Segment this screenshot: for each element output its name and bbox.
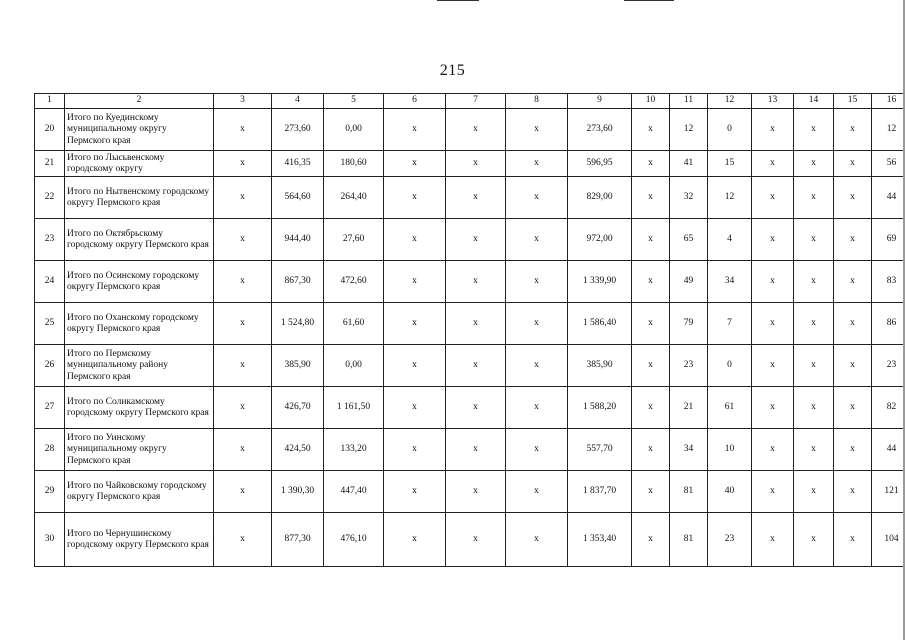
table-cell: 877,30 <box>272 513 324 567</box>
table-cell: x <box>214 387 272 429</box>
table-header <box>35 94 905 109</box>
table-cell: 12 <box>670 109 708 151</box>
table-cell: x <box>214 303 272 345</box>
table-cell: x <box>506 219 568 261</box>
table-cell: x <box>384 177 446 219</box>
table-cell: x <box>214 261 272 303</box>
table-cell: 264,40 <box>324 177 384 219</box>
table-cell: x <box>506 109 568 151</box>
table-cell: 12 <box>872 109 905 151</box>
table-cell: x <box>834 177 872 219</box>
row-name-cell: Итого по Чернушинскому городскому округу Пермского края <box>65 513 214 567</box>
column-header: 3 <box>214 94 272 109</box>
table-cell: 1 586,40 <box>568 303 632 345</box>
row-number-cell: 29 <box>35 471 65 513</box>
row-number-cell: 30 <box>35 513 65 567</box>
table-cell: x <box>752 513 794 567</box>
table-cell: 596,95 <box>568 151 632 177</box>
table-cell: x <box>446 303 506 345</box>
table-cell: x <box>794 429 834 471</box>
table-cell: x <box>752 345 794 387</box>
table-cell: x <box>506 303 568 345</box>
table-cell: 34 <box>708 261 752 303</box>
table-cell: x <box>752 177 794 219</box>
header-row <box>35 94 905 109</box>
table-cell: 12 <box>708 177 752 219</box>
table-cell: x <box>506 513 568 567</box>
table-row <box>35 387 905 429</box>
table-cell: 49 <box>670 261 708 303</box>
column-header: 8 <box>506 94 568 109</box>
table-cell: 0 <box>708 345 752 387</box>
table-cell: x <box>632 387 670 429</box>
table-cell: 1 339,90 <box>568 261 632 303</box>
table-cell: 476,10 <box>324 513 384 567</box>
data-table <box>34 93 905 567</box>
row-number-cell: 23 <box>35 219 65 261</box>
table-cell: x <box>752 261 794 303</box>
table-cell: 4 <box>708 219 752 261</box>
table-cell: 81 <box>670 471 708 513</box>
table-cell: x <box>632 471 670 513</box>
column-header: 5 <box>324 94 384 109</box>
row-number-cell: 26 <box>35 345 65 387</box>
table-cell: x <box>794 177 834 219</box>
table-cell: x <box>752 429 794 471</box>
table-cell: x <box>632 513 670 567</box>
table-cell: x <box>794 261 834 303</box>
table-cell: 944,40 <box>272 219 324 261</box>
table-cell: 44 <box>872 177 905 219</box>
top-edge-mark-right <box>624 0 674 1</box>
table-cell: x <box>752 109 794 151</box>
table-cell: x <box>632 177 670 219</box>
table-cell: 867,30 <box>272 261 324 303</box>
table-cell: 41 <box>670 151 708 177</box>
table-cell: 416,35 <box>272 151 324 177</box>
table-cell: 34 <box>670 429 708 471</box>
table-cell: x <box>834 261 872 303</box>
column-header: 15 <box>834 94 872 109</box>
table-cell: 121 <box>872 471 905 513</box>
table-cell: x <box>834 513 872 567</box>
row-number-cell: 21 <box>35 151 65 177</box>
row-name-cell: Итого по Нытвенскому городскому округу Пермского края <box>65 177 214 219</box>
table-cell: x <box>834 471 872 513</box>
table-cell: x <box>632 109 670 151</box>
table-cell: 7 <box>708 303 752 345</box>
column-header: 2 <box>65 94 214 109</box>
table-cell: x <box>446 261 506 303</box>
table-cell: x <box>752 471 794 513</box>
table-cell: x <box>794 303 834 345</box>
table-cell: x <box>794 387 834 429</box>
table-cell: x <box>632 261 670 303</box>
table-cell: 1 161,50 <box>324 387 384 429</box>
table-cell: x <box>506 345 568 387</box>
table-cell: x <box>752 151 794 177</box>
table-cell: 104 <box>872 513 905 567</box>
table-cell: x <box>752 387 794 429</box>
table-cell: 385,90 <box>568 345 632 387</box>
table-cell: 1 837,70 <box>568 471 632 513</box>
table-cell: 1 390,30 <box>272 471 324 513</box>
table-cell: x <box>384 219 446 261</box>
table-cell: 61 <box>708 387 752 429</box>
table-cell: 273,60 <box>272 109 324 151</box>
table-cell: x <box>794 219 834 261</box>
table-cell: x <box>752 219 794 261</box>
table-row <box>35 471 905 513</box>
table-cell: 23 <box>872 345 905 387</box>
table-cell: x <box>794 345 834 387</box>
table-row <box>35 345 905 387</box>
row-number-cell: 24 <box>35 261 65 303</box>
column-header: 14 <box>794 94 834 109</box>
table-cell: x <box>446 429 506 471</box>
table-cell: 61,60 <box>324 303 384 345</box>
table-cell: 424,50 <box>272 429 324 471</box>
table-body <box>35 109 905 567</box>
table-cell: x <box>446 177 506 219</box>
table-cell: x <box>214 429 272 471</box>
table-cell: 27,60 <box>324 219 384 261</box>
table-cell: 32 <box>670 177 708 219</box>
table-row <box>35 303 905 345</box>
table-cell: 180,60 <box>324 151 384 177</box>
table-cell: x <box>446 471 506 513</box>
top-edge-mark-left <box>437 0 479 1</box>
table-cell: 81 <box>670 513 708 567</box>
table-cell: x <box>834 429 872 471</box>
table-cell: x <box>384 429 446 471</box>
table-cell: x <box>506 261 568 303</box>
column-header: 4 <box>272 94 324 109</box>
table-cell: x <box>632 303 670 345</box>
page-number: 215 <box>439 62 466 79</box>
table-cell: x <box>834 219 872 261</box>
table-row <box>35 219 905 261</box>
column-header: 1 <box>35 94 65 109</box>
table-cell: x <box>384 471 446 513</box>
row-name-cell: Итого по Осинскому городскому округу Пермского края <box>65 261 214 303</box>
table-cell: 82 <box>872 387 905 429</box>
table-cell: 86 <box>872 303 905 345</box>
table-cell: x <box>834 387 872 429</box>
table-cell: x <box>794 513 834 567</box>
table-cell: x <box>446 151 506 177</box>
table-cell: x <box>446 345 506 387</box>
table-cell: x <box>632 429 670 471</box>
table-cell: x <box>446 219 506 261</box>
table-cell: x <box>834 345 872 387</box>
table-cell: 23 <box>708 513 752 567</box>
table-cell: x <box>752 303 794 345</box>
column-header: 10 <box>632 94 670 109</box>
table-cell: 1 524,80 <box>272 303 324 345</box>
table-cell: x <box>384 109 446 151</box>
table-cell: x <box>506 387 568 429</box>
table-cell: 829,00 <box>568 177 632 219</box>
row-number-cell: 25 <box>35 303 65 345</box>
table-cell: 385,90 <box>272 345 324 387</box>
table-cell: 564,60 <box>272 177 324 219</box>
row-name-cell: Итого по Оханскому городскому округу Пермского края <box>65 303 214 345</box>
table-cell: x <box>214 345 272 387</box>
table-cell: x <box>632 151 670 177</box>
column-header: 7 <box>446 94 506 109</box>
table-cell: x <box>214 219 272 261</box>
table-cell: 21 <box>670 387 708 429</box>
table-cell: x <box>384 261 446 303</box>
table-cell: 0,00 <box>324 345 384 387</box>
table-cell: 557,70 <box>568 429 632 471</box>
row-name-cell: Итого по Куединскому муниципальному округу Пермского края <box>65 109 214 151</box>
table-cell: 0,00 <box>324 109 384 151</box>
row-number-cell: 27 <box>35 387 65 429</box>
table-cell: x <box>834 109 872 151</box>
row-name-cell: Итого по Пермскому муниципальному району Пермского края <box>65 345 214 387</box>
table-cell: x <box>794 109 834 151</box>
column-header: 11 <box>670 94 708 109</box>
table-row <box>35 261 905 303</box>
table-cell: x <box>214 513 272 567</box>
table-cell: x <box>384 513 446 567</box>
column-header: 9 <box>568 94 632 109</box>
column-header: 6 <box>384 94 446 109</box>
table-cell: 65 <box>670 219 708 261</box>
row-name-cell: Итого по Лысьвенскому городскому округу <box>65 151 214 177</box>
row-name-cell: Итого по Октябрьскому городскому округу Пермского края <box>65 219 214 261</box>
row-name-cell: Итого по Чайковскому городскому округу Пермского края <box>65 471 214 513</box>
table-cell: x <box>384 303 446 345</box>
row-name-cell: Итого по Уинскому муниципальному округу Пермского края <box>65 429 214 471</box>
table-cell: x <box>384 151 446 177</box>
row-number-cell: 28 <box>35 429 65 471</box>
table-cell: x <box>446 513 506 567</box>
table-cell: 79 <box>670 303 708 345</box>
table-cell: 83 <box>872 261 905 303</box>
table-cell: x <box>506 471 568 513</box>
table-cell: x <box>214 151 272 177</box>
table-cell: 472,60 <box>324 261 384 303</box>
table-cell: x <box>632 219 670 261</box>
table-cell: x <box>446 387 506 429</box>
table-cell: x <box>384 387 446 429</box>
row-number-cell: 20 <box>35 109 65 151</box>
table-cell: x <box>214 177 272 219</box>
table-cell: x <box>446 109 506 151</box>
table-cell: x <box>214 471 272 513</box>
table-row <box>35 429 905 471</box>
table-row <box>35 151 905 177</box>
table-cell: x <box>794 471 834 513</box>
table-cell: 0 <box>708 109 752 151</box>
table-cell: 23 <box>670 345 708 387</box>
table-row <box>35 177 905 219</box>
table-cell: 56 <box>872 151 905 177</box>
table-cell: 69 <box>872 219 905 261</box>
table-cell: 273,60 <box>568 109 632 151</box>
row-name-cell: Итого по Соликамскому городскому округу Пермского края <box>65 387 214 429</box>
table-cell: x <box>384 345 446 387</box>
table-cell: 40 <box>708 471 752 513</box>
column-header: 13 <box>752 94 794 109</box>
table-cell: x <box>214 109 272 151</box>
table-cell: 44 <box>872 429 905 471</box>
column-header: 12 <box>708 94 752 109</box>
table-cell: 447,40 <box>324 471 384 513</box>
table-cell: 15 <box>708 151 752 177</box>
table-row <box>35 109 905 151</box>
table-cell: x <box>506 429 568 471</box>
table-cell: 1 353,40 <box>568 513 632 567</box>
table-cell: x <box>834 151 872 177</box>
row-number-cell: 22 <box>35 177 65 219</box>
table-cell: 972,00 <box>568 219 632 261</box>
table-cell: 133,20 <box>324 429 384 471</box>
table-cell: x <box>506 177 568 219</box>
table-cell: 1 588,20 <box>568 387 632 429</box>
table-cell: x <box>506 151 568 177</box>
column-header: 16 <box>872 94 905 109</box>
table-cell: 10 <box>708 429 752 471</box>
table-cell: x <box>834 303 872 345</box>
table-cell: 426,70 <box>272 387 324 429</box>
table-cell: x <box>794 151 834 177</box>
table-cell: x <box>632 345 670 387</box>
table-row <box>35 513 905 567</box>
